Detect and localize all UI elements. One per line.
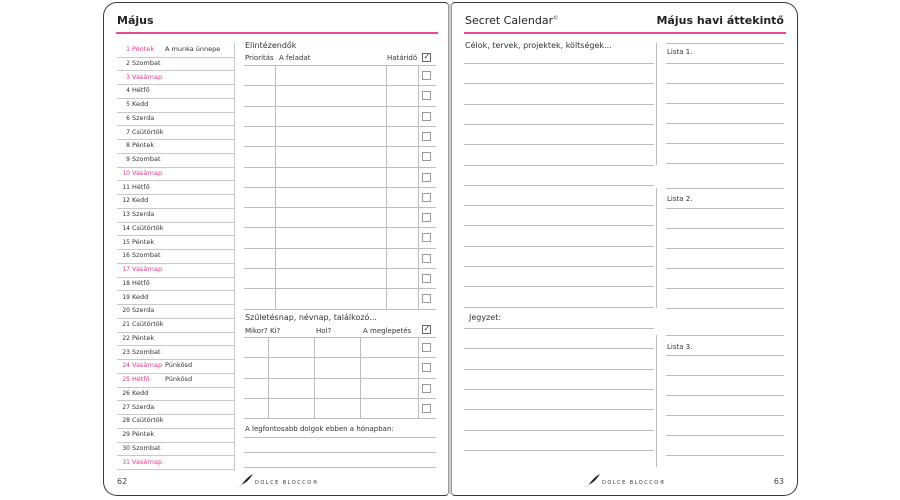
day-number: 21 (122, 321, 130, 328)
day-name: Csütörtök (132, 320, 164, 328)
day-number: 31 (122, 458, 130, 466)
list3-label: Lista 3. (667, 343, 693, 351)
list2-label: Lista 2. (667, 195, 693, 203)
day-name: Kedd (132, 292, 149, 301)
day-number: 11 (122, 183, 130, 191)
day-row (117, 387, 234, 402)
day-name: Kedd (132, 100, 149, 108)
day-row (117, 456, 234, 471)
day-row (117, 181, 234, 196)
overview-title: Május havi áttekintő (656, 14, 784, 27)
day-row (117, 332, 234, 347)
todo-checkbox[interactable] (422, 152, 431, 161)
day-row (117, 304, 234, 319)
day-number: 15 (122, 238, 130, 246)
day-name: Szombat (132, 443, 161, 452)
todo-header-checkbox[interactable]: ✓ (423, 52, 431, 61)
day-row (117, 139, 234, 154)
day-name: Szombat (132, 155, 161, 163)
todo-col-deadline: Határidő (387, 54, 418, 62)
important-label: A legfontosabb dolgok ebben a hónapban: (245, 425, 394, 433)
day-row (117, 291, 234, 306)
day-number: 16 (122, 252, 130, 260)
todo-checkbox[interactable] (422, 132, 431, 141)
feather-logo-icon (238, 473, 254, 489)
list1-label: Lista 1. (667, 48, 693, 56)
day-name: Vasárnap (132, 168, 163, 177)
day-number: 7 (126, 128, 130, 136)
day-number: 8 (126, 142, 130, 150)
day-row (117, 126, 234, 141)
day-row (117, 373, 234, 388)
day-row (117, 428, 234, 443)
todo-title: Elintézendők (245, 41, 297, 50)
day-name: Szombat (132, 251, 161, 260)
birthday-col-where: Hol? (316, 327, 332, 335)
day-row (117, 277, 234, 292)
day-name: Csütörtök (132, 223, 164, 232)
day-name: Hétfő (132, 375, 150, 383)
day-number: 17 (122, 266, 130, 273)
day-name: Péntek (132, 333, 155, 342)
day-row (117, 249, 234, 264)
day-number: 29 (122, 431, 130, 438)
right-page (451, 2, 798, 496)
feather-logo-icon (585, 473, 601, 489)
day-row (117, 222, 234, 237)
day-row (117, 236, 234, 251)
day-row (117, 112, 234, 127)
day-row (117, 84, 234, 99)
day-name: Péntek (132, 141, 155, 150)
day-row (117, 346, 234, 361)
day-number: 19 (122, 293, 130, 301)
todo-checkbox[interactable] (422, 254, 431, 263)
calendar-name: Secret Calendar© (465, 14, 559, 27)
todo-checkbox[interactable] (422, 213, 431, 222)
birthday-header-checkbox[interactable]: ✓ (423, 324, 431, 333)
day-name: Vasárnap (132, 361, 163, 370)
day-number: 1 (126, 46, 130, 53)
day-number: 26 (122, 389, 130, 397)
day-row (117, 57, 234, 72)
day-name: Szombat (132, 58, 161, 67)
day-number: 13 (122, 211, 130, 218)
birthday-checkbox[interactable] (422, 404, 431, 413)
day-name: Hétfő (132, 86, 150, 95)
day-name: Péntek (132, 45, 155, 53)
day-number: 24 (122, 362, 130, 370)
day-note: A munka ünnepe (165, 45, 221, 53)
todo-checkbox[interactable] (422, 112, 431, 121)
day-name: Szerda (132, 113, 155, 122)
day-name: Csütörtök (132, 127, 164, 136)
header-rule-right (464, 32, 786, 34)
header-rule (116, 32, 438, 34)
day-row (117, 167, 234, 182)
day-name: Szerda (132, 402, 155, 411)
day-row (117, 442, 234, 457)
day-name: Vasárnap (132, 457, 163, 466)
day-number: 3 (126, 73, 130, 81)
day-note: Pünkösd (165, 361, 193, 370)
day-name: Hétfő (132, 182, 150, 191)
day-name: Vasárnap (132, 265, 163, 273)
day-row (117, 208, 234, 223)
day-row (117, 359, 234, 374)
day-number: 12 (122, 197, 130, 205)
day-number: 18 (122, 279, 130, 287)
day-name: Szombat (132, 347, 161, 356)
birthday-col-who: Ki? (270, 327, 281, 335)
day-row (117, 71, 234, 86)
day-row (117, 153, 234, 168)
day-row (117, 43, 234, 58)
day-number: 30 (122, 444, 130, 452)
day-note: Pünkösd (165, 375, 193, 383)
todo-checkbox[interactable] (422, 71, 431, 80)
day-number: 23 (122, 348, 130, 356)
birthday-checkbox[interactable] (422, 343, 431, 352)
day-row (117, 401, 234, 416)
todo-col-task: A feladat (279, 54, 311, 62)
day-name: Kedd (132, 196, 149, 205)
page-number-left: 62 (117, 477, 128, 486)
day-number: 20 (122, 307, 130, 315)
month-title: Május (117, 14, 154, 27)
todo-checkbox[interactable] (422, 294, 431, 303)
day-name: Csütörtök (132, 416, 164, 425)
todo-checkbox[interactable] (422, 91, 431, 100)
day-number: 2 (126, 59, 130, 67)
day-name: Szerda (132, 306, 155, 315)
day-name: Kedd (132, 388, 149, 397)
birthday-col-when: Mikor? (245, 327, 268, 335)
todo-checkbox[interactable] (422, 193, 431, 202)
birthday-col-surprise: A meglepetés (363, 327, 412, 335)
day-name: Vasárnap (132, 72, 163, 81)
birthday-checkbox[interactable] (422, 363, 431, 372)
day-number: 27 (122, 403, 130, 411)
brand-right: DOLCE BLOCCO® (602, 480, 667, 486)
goals-label: Célok, tervek, projektek, költségek... (465, 41, 612, 50)
day-number: 10 (122, 169, 130, 177)
left-page (103, 2, 449, 496)
day-number: 9 (126, 156, 130, 163)
day-number: 4 (126, 87, 130, 95)
day-row (117, 414, 234, 429)
notes-label: Jegyzet: (469, 313, 502, 322)
day-number: 6 (126, 114, 130, 122)
page-number-right: 63 (773, 477, 784, 486)
day-number: 28 (122, 417, 130, 425)
day-row (117, 194, 234, 209)
day-name: Péntek (132, 237, 155, 246)
todo-checkbox[interactable] (422, 173, 431, 182)
day-row (117, 98, 234, 113)
day-name: Hétfő (132, 278, 150, 287)
todo-checkbox[interactable] (422, 233, 431, 242)
brand-left: DOLCE BLOCCO® (255, 480, 320, 486)
day-number: 5 (126, 101, 130, 108)
day-number: 25 (122, 376, 130, 383)
day-row (117, 318, 234, 333)
day-number: 22 (122, 334, 130, 342)
day-name: Szerda (132, 210, 155, 218)
day-name: Péntek (132, 430, 155, 438)
birthday-title: Születésnap, névnap, találkozó... (245, 313, 377, 322)
todo-checkbox[interactable] (422, 274, 431, 283)
todo-col-priority: Prioritás (245, 54, 274, 62)
birthday-checkbox[interactable] (422, 384, 431, 393)
day-row (117, 263, 234, 278)
day-number: 14 (122, 224, 130, 232)
